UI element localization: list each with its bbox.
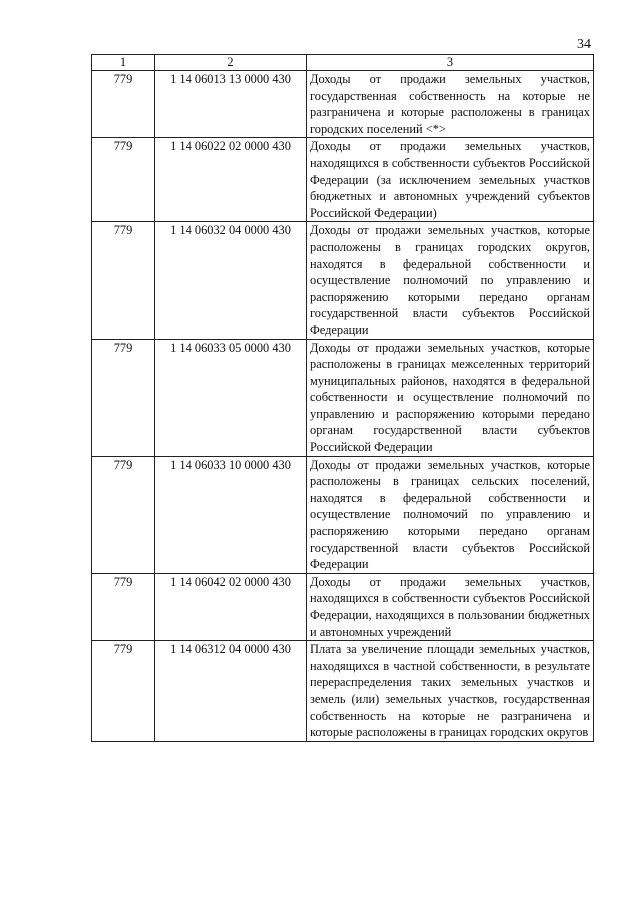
revenue-code-cell: 1 14 06032 04 0000 430 [155, 222, 307, 339]
table-row [92, 456, 594, 573]
admin-code-cell: 779 [92, 138, 155, 222]
header-row [92, 55, 594, 71]
revenue-description-cell: Доходы от продажи земельных участков, которые расположены в границах межселенных территорий муниципальных районов, находятся в федеральной собственности и осуществление полномочий по управлению и распоряжению которыми передано органам государственной власти субъектов Российской Федерации [307, 339, 594, 456]
table-row [92, 641, 594, 742]
admin-code-cell: 779 [92, 641, 155, 742]
revenue-code-cell: 1 14 06022 02 0000 430 [155, 138, 307, 222]
revenue-code-cell: 1 14 06033 05 0000 430 [155, 339, 307, 456]
table-body [92, 71, 594, 742]
header-col-1: 1 [92, 55, 155, 71]
table-row [92, 573, 594, 640]
admin-code-cell: 779 [92, 71, 155, 138]
table-row [92, 222, 594, 339]
revenue-description-cell: Доходы от продажи земельных участков, которые расположены в границах городских округов, находятся в федеральной собственности и осуществление полномочий по управлению и распоряжению которыми передано органам государственной власти субъектов Российской Федерации [307, 222, 594, 339]
header-col-2: 2 [155, 55, 307, 71]
table-row [92, 339, 594, 456]
admin-code-cell: 779 [92, 573, 155, 640]
revenue-description-cell: Доходы от продажи земельных участков, находящихся в собственности субъектов Российской Федерации (за исключением земельных участков бюджетных и автономных учреждений субъектов Российской Федерации) [307, 138, 594, 222]
revenue-description-cell: Доходы от продажи земельных участков, которые расположены в границах сельских поселений, находятся в федеральной собственности и осуществление полномочий по управлению и распоряжению которыми передано органам государственной власти субъектов Российской Федерации [307, 456, 594, 573]
header-col-3: 3 [307, 55, 594, 71]
table-row [92, 71, 594, 138]
revenue-description-cell: Доходы от продажи земельных участков, государственная собственность на которые не разграничена и которые расположены в границах городских поселений <*> [307, 71, 594, 138]
revenue-code-cell: 1 14 06042 02 0000 430 [155, 573, 307, 640]
revenue-description-cell: Доходы от продажи земельных участков, находящихся в собственности субъектов Российской Федерации, находящихся в пользовании бюджетных и автономных учреждений [307, 573, 594, 640]
admin-code-cell: 779 [92, 222, 155, 339]
revenue-table [91, 54, 594, 742]
table-header [92, 55, 594, 71]
admin-code-cell: 779 [92, 456, 155, 573]
revenue-code-cell: 1 14 06033 10 0000 430 [155, 456, 307, 573]
revenue-code-cell: 1 14 06312 04 0000 430 [155, 641, 307, 742]
admin-code-cell: 779 [92, 339, 155, 456]
revenue-code-cell: 1 14 06013 13 0000 430 [155, 71, 307, 138]
table-row [92, 138, 594, 222]
page-number: 34 [577, 37, 591, 52]
revenue-description-cell: Плата за увеличение площади земельных участков, находящихся в частной собственности, в результате перераспределения таких земельных участков и земель (или) земельных участков, государственная собственность на которые не разграничена и которые расположены в границах городских округов [307, 641, 594, 742]
